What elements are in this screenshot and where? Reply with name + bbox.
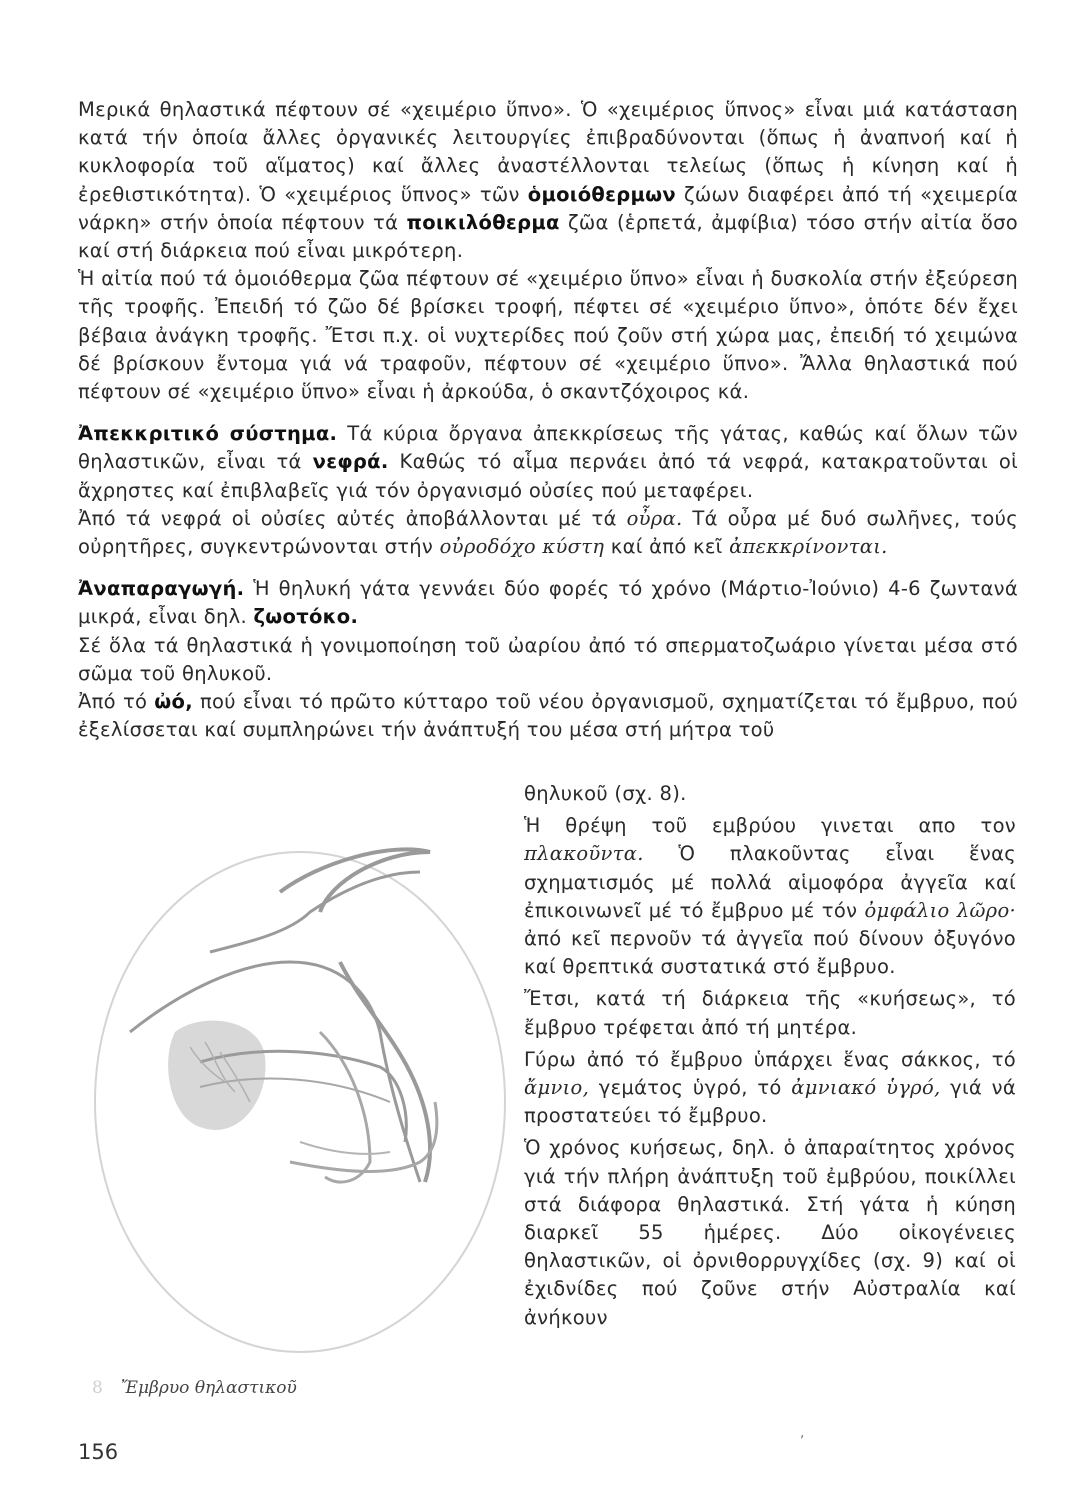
paragraph-gestation: Ἔτσι, κατά τή διάρκεια τῆς «κυήσεως», τό ἔμβρυο τρέφεται ἀπό τή μητέρα. xyxy=(524,987,1016,1039)
uterus-outline xyxy=(95,852,505,1352)
paragraph-hibernation: Μερικά θηλαστικά πέφτουν σέ «χειμέριο ὕπνο». Ὁ «χειμέριος ὕπνος» εἶναι μιά κατάσταση κατά τήν ὁποία ἄλλες ὀργανικές λειτουργίες ἐπιβραδύνονται (ὅπως ἡ ἀναπνοή καί ἡ κυκλοφορία τοῦ αἵματος) καί ἄλλες ἀναστέλλονται τελείως (ὅπως ἡ κίνηση καί ἡ ἐρεθιστικότητα). Ὁ «χειμέριος ὕπνος» τῶν ὁμοιόθερμων ζώων διαφέρει ἀπό τή «χειμερία νάρκη» στήν ὁποία πέφτουν τά ποικιλόθερμα ζῶα (ἑρπετά, ἀμφίβια) τόσο στήν αἰτία ὅσο καί στή διάρκεια πού εἶναι μικρότερη. xyxy=(78,98,1018,263)
main-text-block xyxy=(78,96,1018,744)
section-heading-excretory: Ἀπεκκριτικό σύστημα. xyxy=(78,422,338,446)
paragraph-excretory-system: Ἀπεκκριτικό σύστημα. Τά κύρια ὄργανα ἀπεκκρίσεως τῆς γάτας, καθώς καί ὅλων τῶν θηλαστικῶν, εἶναι τά νεφρά. Καθώς τό αἷμα περνάει ἀπό τά νεφρά, κατακρατοῦνται οἱ ἄχρηστες καί ἐπιβλαβεῖς γιά τόν ὀργανισμό οὐσίες πού μεταφέρει. xyxy=(78,422,1018,502)
paragraph-hibernation-cause: Ἡ αἰτία πού τά ὁμοιόθερμα ζῶα πέφτουν σέ «χειμέριο ὕπνο» εἶναι ἡ δυσκολία στήν ἐξεύρεση τῆς τροφῆς. Ἐπειδή τό ζῶο δέ βρίσκει τροφή, πέφτει σέ «χειμέριο ὕπνο», ὁπότε δέν ἔχει βέβαια ἀνάγκη τροφῆς. Ἔτσι π.χ. οἱ νυχτερίδες πού ζοῦν στή χώρα μας, ἐπειδή τό χειμώνα δέ βρίσκουν ἔντομα γιά νά τραφοῦν, πέφτουν σέ «χειμέριο ὕπνο». Ἄλλα θηλαστικά πού πέφτουν σέ «χειμέριο ὕπνο» εἶναι ἡ ἀρκούδα, ὁ σκαντζόχοιρος κά. xyxy=(78,267,1018,404)
section-heading-reproduction: Ἀναπαραγωγή. xyxy=(78,577,245,601)
page-number: 156 xyxy=(78,1440,119,1464)
vessel-line xyxy=(210,872,420,952)
vessel-line xyxy=(280,849,430,912)
embryo-figure xyxy=(90,832,510,1372)
paragraph-fertilization: Σέ ὅλα τά θηλαστικά ἡ γονιμοποίηση τοῦ ὠαρίου ἀπό τό σπερματοζωάριο γίνεται μέσα στό σῶμα τοῦ θηλυκοῦ. xyxy=(78,633,1018,685)
bold-term-viviparous: ζωοτόκο. xyxy=(253,605,359,629)
paragraph-embryo: Ἀπό τό ὠό, πού εἶναι τό πρῶτο κύτταρο τοῦ νέου ὀργανισμοῦ, σχηματίζεται τό ἔμβρυο, πού ἐξελίσσεται καί συμπληρώνει τήν ἀνάπτυξή του μέσα στή μήτρα τοῦ xyxy=(78,690,1018,742)
paragraph-amnion: Γύρω ἀπό τό ἔμβρυο ὑπάρχει ἕνας σάκκος, τό ἄμνιο, γεμάτος ὑγρό, τό ἀμνιακό ὑγρό, γιά νά προστατεύει τό ἔμβρυο. xyxy=(524,1047,1016,1128)
vessel-line xyxy=(300,1142,390,1154)
bold-term-kidneys: νεφρά. xyxy=(312,450,389,474)
paragraph-gestation-time: Ὁ χρόνος κυήσεως, δηλ. ὁ ἀπαραίτητος χρόνος γιά τήν πλήρη ἀνάπτυξη τοῦ ἐμβρύου, ποικίλλει στά διάφορα θηλαστικά. Στή γάτα ἡ κύηση διαρκεῖ 55 ἡμέρες. Δύο οἰκογένειες θηλαστικῶν, οἱ ὀρνιθορρυγχίδες (σχ. 9) καί οἱ ἐχιδνίδες πού ζοῦνε στήν Αὐστραλία καί ἀνήκουν xyxy=(524,1136,1016,1329)
bold-term-poikilothermic: ποικιλόθερμα xyxy=(406,210,560,234)
figure-caption: 8 Ἔμβρυο θηλαστικοῦ xyxy=(92,1378,297,1398)
paragraph-urine: Ἀπό τά νεφρά οἱ οὐσίες αὐτές ἀποβάλλονται μέ τά οὖρα. Τά οὖρα μέ δυό σωλῆνες, τούς οὐρητῆρες, συγκεντρώνονται στήν οὐροδόχο κύστη καί ἀπό κεῖ ἀπεκκρίνονται. xyxy=(78,506,1018,559)
bold-term-egg: ὠό, xyxy=(154,690,193,714)
bold-term-homeothermic: ὁμοιόθερμων xyxy=(527,182,676,206)
paragraph-reproduction: Ἀναπαραγωγή. Ἡ θηλυκή γάτα γεννάει δύο φορές τό χρόνο (Μάρτιο-Ἰούνιο) 4-6 ζωντανά μικρά, εἶναι δηλ. ζωοτόκο. xyxy=(78,577,1018,629)
right-column xyxy=(524,780,1016,1332)
scan-mark: , xyxy=(800,1425,805,1441)
embryo-continuation: θηλυκοῦ (σχ. 8). xyxy=(524,782,687,805)
paragraph-placenta: Ἡ θρέψη τοῦ εμβρύου γινεται απο τον πλακοῦντα. Ὁ πλακοῦντας εἶναι ἕνας σχηματισμός μέ πολλά αἱμοφόρα ἀγγεῖα καί ἐπικοινωνεῖ μέ τό ἔμβρυο μέ τόν ὀμφάλιο λῶρο· ἀπό κεῖ περνοῦν τά ἀγγεῖα πού δίνουν ὀξυγόνο καί θρεπτικά συστατικά στό ἔμβρυο. xyxy=(524,814,1016,979)
